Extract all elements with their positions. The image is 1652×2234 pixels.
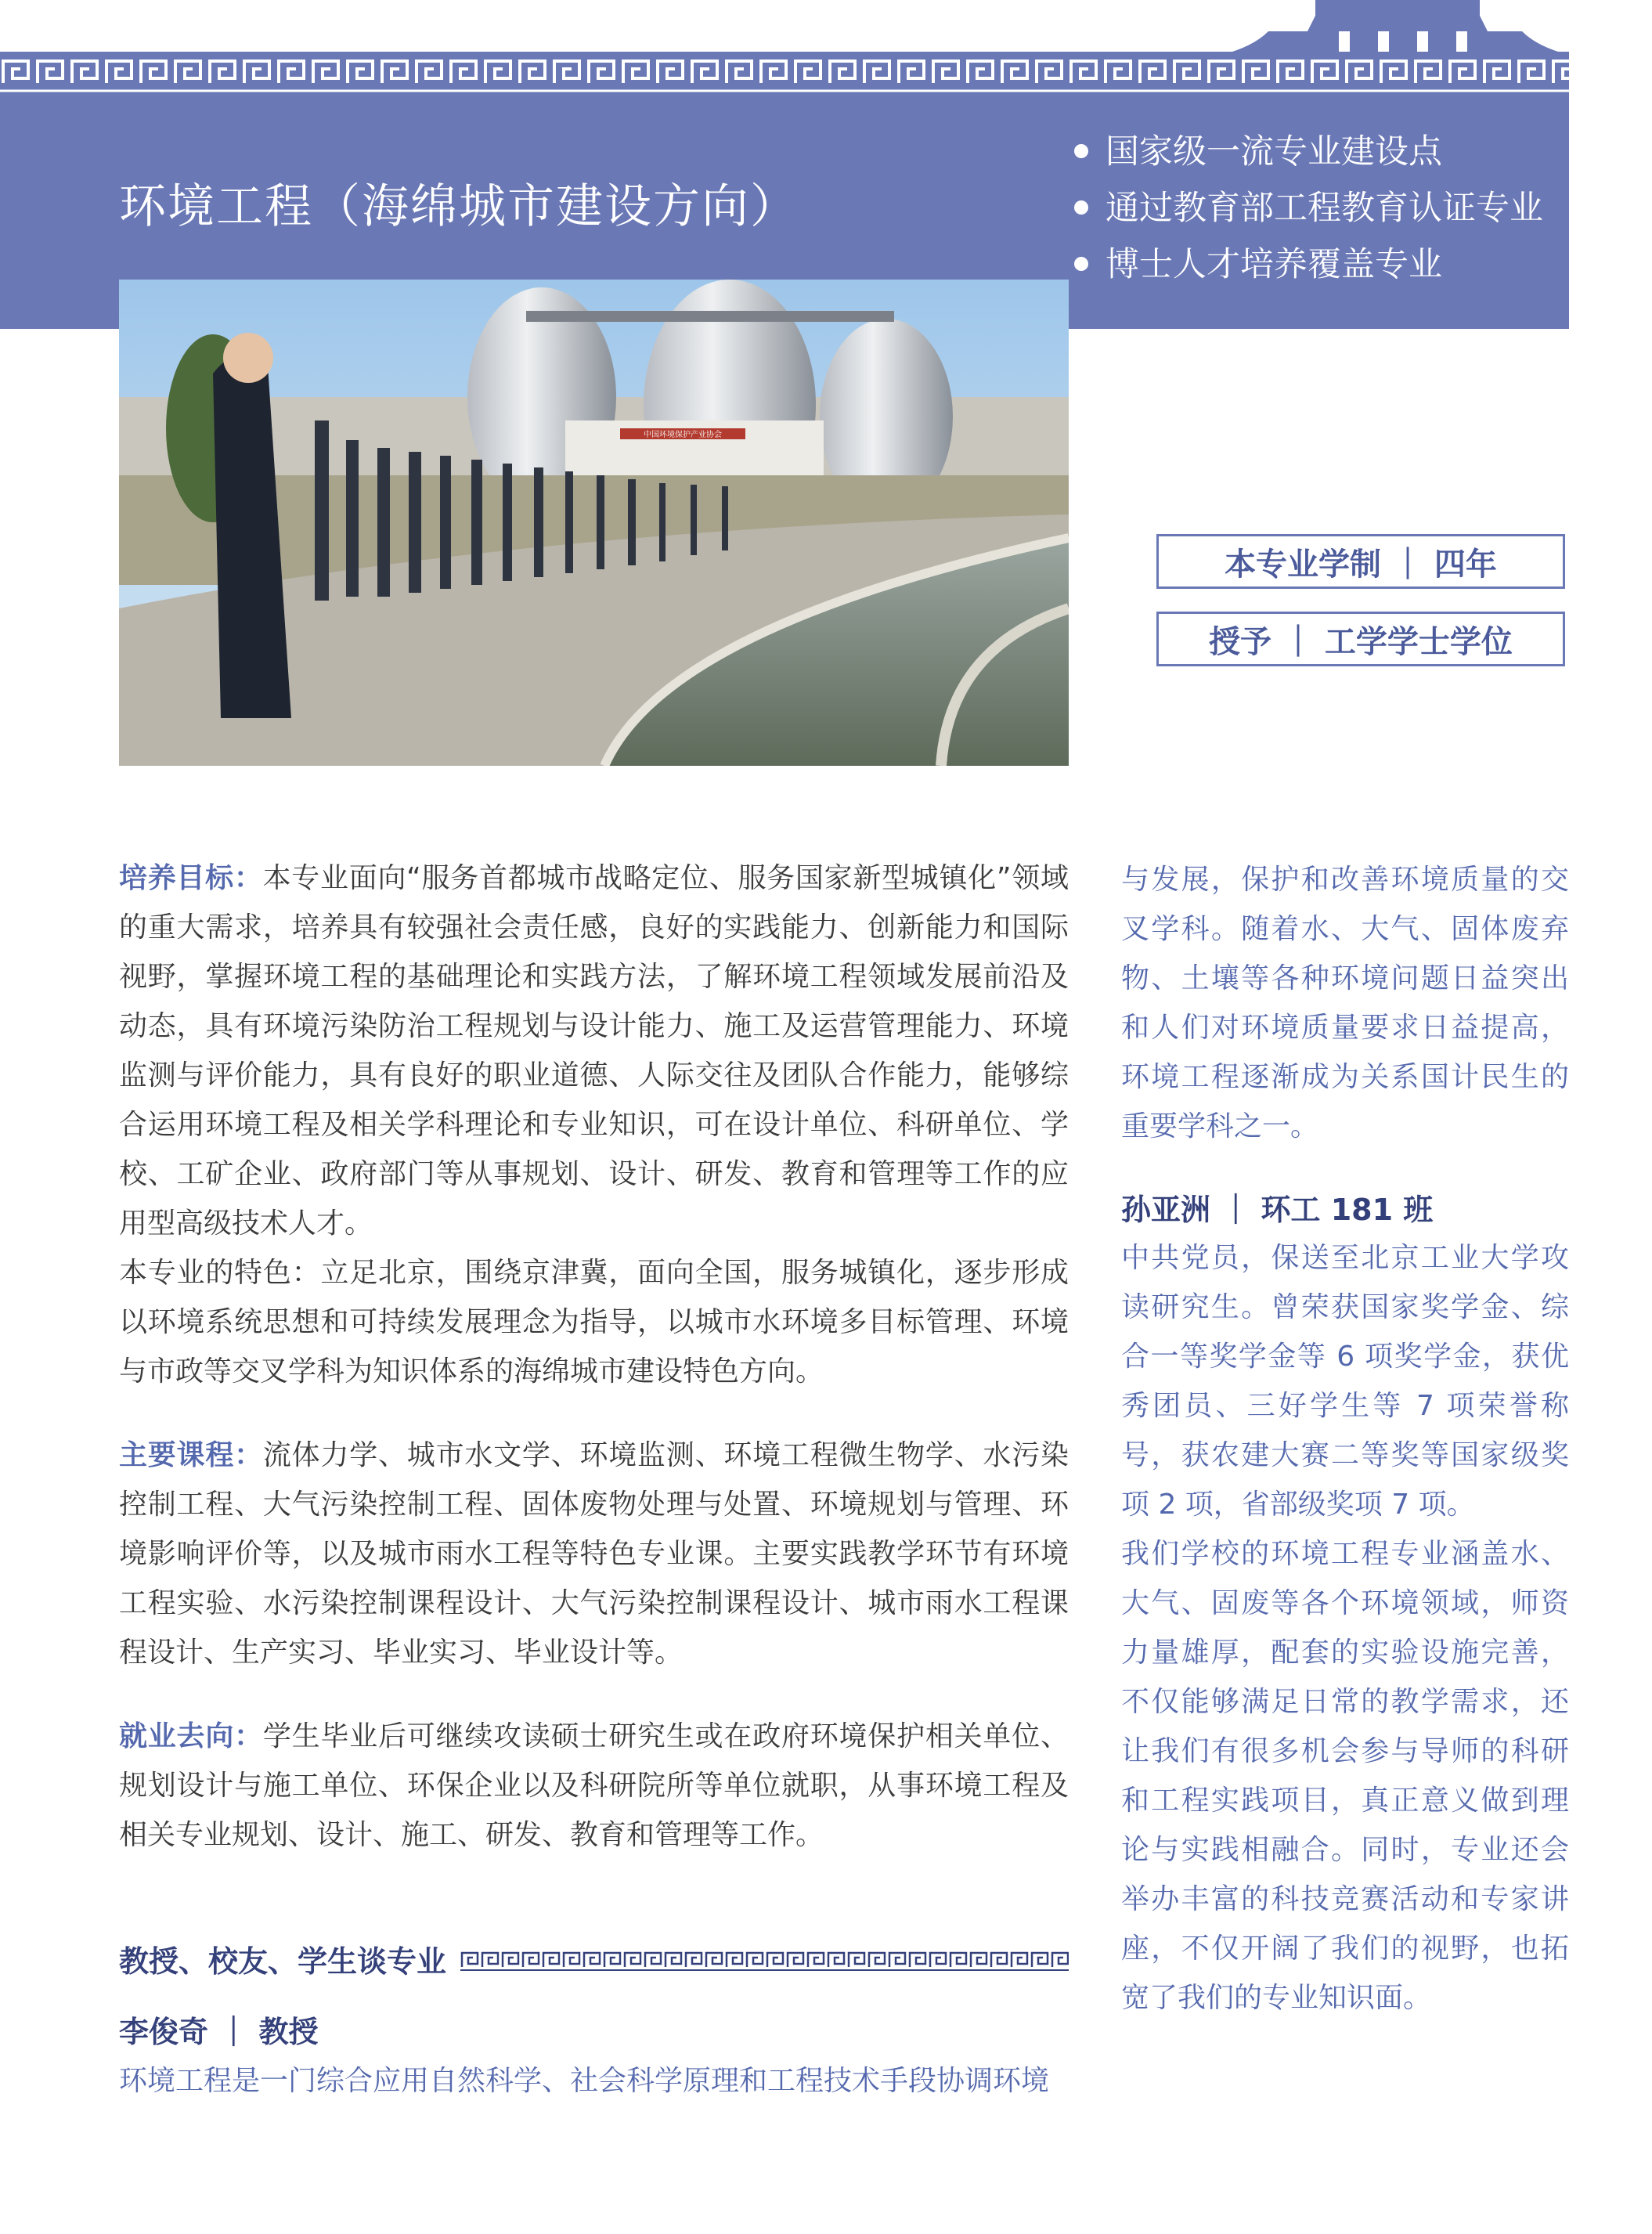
wastewater-plant-photo (119, 280, 1069, 766)
goal-paragraph (119, 854, 1069, 1248)
career-paragraph (119, 1712, 1069, 1860)
student-name: 孙亚洲 ｜ 环工 181 班 (1121, 1193, 1434, 1227)
courses-label: 主要课程： (119, 1439, 263, 1471)
section-title: 教授、校友、学生谈专业 (119, 1944, 447, 1979)
goal-text: 本专业面向“服务首都城市战略定位、服务国家新型城镇化”领域的重大需求，培养具有较强社会责任感，良好的实践能力、创新能力和国际视野，掌握环境工程的基础理论和实践方法，了解环境工程领域发展前沿及动态，具有环境污染防治工程规划与设计能力、施工及运营管理能力、环境监测与评价能力，具有良好的职业道德、人际交往及团队合作能力，能够综合运用环境工程及相关学科理论和专业知识，可在设计单位、科研单位、学校、工矿企业、政府部门等从事规划、设计、研发、教育和管理等工作的应用型高级技术人才。 (119, 862, 1069, 1240)
courses-text: 流体力学、城市水文学、环境监测、环境工程微生物学、水污染控制工程、大气污染控制工程、固体废物处理与处置、环境规划与管理、环境影响评价等，以及城市雨水工程等特色专业课。主要实践教学环节有环境工程实验、水污染控制课程设计、大气污染控制课程设计、城市雨水工程课程设计、生产实习、毕业实习、毕业设计等。 (119, 1439, 1069, 1669)
bullet-icon (1074, 257, 1088, 271)
sign-text: 中国环境保护产业协会 (644, 431, 722, 439)
professor-quote-start: 环境工程是一门综合应用自然科学、社会科学原理和工程技术手段协调环境 (119, 2065, 1050, 2097)
duration-box: 本专业学制 ｜ 四年 (1156, 534, 1565, 589)
bullet-icon (1074, 200, 1088, 215)
feature-item (1074, 124, 1543, 180)
career-label: 就业去向： (119, 1720, 263, 1752)
student-bio: 中共党员，保送至北京工业大学攻读研究生。曾荣获国家奖学金、综合一等奖学金等 6 项奖学金，获优秀团员、三好学生等 7 项荣誉称号，获农建大赛二等奖等国家级奖项 2 项，省部级奖项 7 项。 (1121, 1242, 1569, 1521)
bullet-icon (1074, 144, 1088, 158)
professor-quote-continued: 与发展，保护和改善环境质量的交叉学科。随着水、大气、固体废弃物、土壤等各种环境问题日益突出和人们对环境质量要求日益提高，环境工程逐渐成为关系国计民生的重要学科之一。 (1121, 864, 1569, 1142)
main-text-column (119, 854, 1069, 1860)
goal-label: 培养目标： (119, 862, 263, 894)
career-text: 学生毕业后可继续攻读硕士研究生或在政府环境保护相关单位、规划设计与施工单位、环保企业以及科研院所等单位就职，从事环境工程及相关专业规划、设计、施工、研发、教育和管理等工作。 (119, 1720, 1069, 1851)
degree-box: 授予 ｜ 工学学士学位 (1156, 612, 1565, 666)
feature-item (1074, 236, 1543, 293)
pagoda-roof-decoration (1221, 0, 1569, 55)
feature-paragraph: 本专业的特色：立足北京，围绕京津冀，面向全国，服务城镇化，逐步形成以环境系统思想和可持续发展理念为指导，以城市水环境多目标管理、环境与市政等交叉学科为知识体系的海绵城市建设特色方向。 (119, 1257, 1069, 1388)
professor-name: 李俊奇 ｜ 教授 (119, 2015, 319, 2049)
fret-divider-decoration (460, 1948, 1069, 1972)
feature-text: 国家级一流专业建设点 (1106, 132, 1442, 171)
feature-text: 博士人才培养覆盖专业 (1106, 245, 1442, 284)
feature-text: 通过教育部工程教育认证专业 (1106, 189, 1543, 228)
feature-list (1074, 124, 1543, 293)
feature-item (1074, 180, 1543, 236)
side-text-column (1121, 855, 1569, 2023)
courses-paragraph (119, 1431, 1069, 1677)
student-quote: 我们学校的环境工程专业涵盖水、大气、固废等各个环境领域，师资力量雄厚，配套的实验设施完善，不仅能够满足日常的教学需求，还让我们有很多机会参与导师的科研和工程实践项目，真正意义做到理论与实践相融合。同时，专业还会举办丰富的科技竞赛活动和专家讲座，不仅开阔了我们的视野，也拓宽了我们的专业知识面。 (1121, 1538, 1569, 2014)
talk-section-header (119, 1931, 1069, 1986)
page-title: 环境工程（海绵城市建设方向） (119, 179, 799, 234)
fret-border-decoration (0, 52, 1569, 94)
